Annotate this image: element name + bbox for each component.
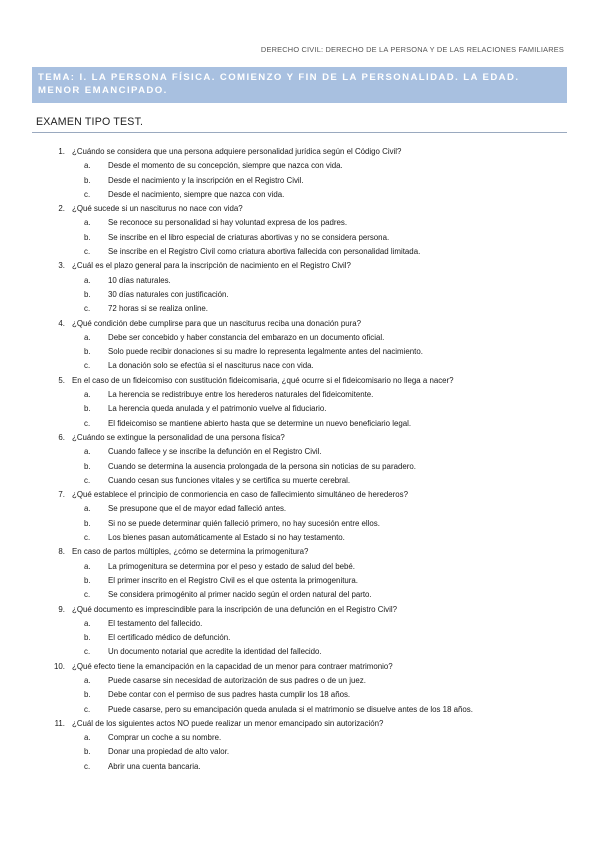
answer-option <box>0 460 599 474</box>
option-text: Cuando cesan sus funciones vitales y se certifica su muerte cerebral. <box>108 475 351 485</box>
question-item <box>0 603 599 660</box>
option-text: Se reconoce su personalidad si hay voluntad expresa de los padres. <box>108 218 348 228</box>
option-text: Cuando se determina la ausencia prolongada de la persona sin noticias de su paradero. <box>108 461 416 471</box>
question-text: ¿Qué sucede si un nasciturus no nace con vida? <box>72 204 243 214</box>
option-text: El testamento del fallecido. <box>108 618 203 628</box>
question-text: ¿Qué condición debe cumplirse para que un nasciturus reciba una donación pura? <box>72 318 362 328</box>
option-text: 10 días naturales. <box>108 275 171 285</box>
option-letter: a. <box>84 675 91 685</box>
question-list <box>0 145 599 774</box>
question-number: 11. <box>54 718 65 728</box>
answer-option <box>0 274 599 288</box>
answer-option <box>0 216 599 230</box>
answer-option <box>0 645 599 659</box>
option-text: Abrir una cuenta bancaria. <box>108 761 201 771</box>
question-item <box>0 660 599 717</box>
question-line <box>0 202 599 216</box>
topic-banner: TEMA: I. LA PERSONA FÍSICA. COMIENZO Y FIN DE LA PERSONALIDAD. LA EDAD. MENOR EMANCIPADO. <box>32 67 567 103</box>
option-letter: c. <box>84 361 91 371</box>
option-letter: b. <box>84 461 91 471</box>
option-text: El fideicomiso se mantiene abierto hasta que se determine un nuevo beneficiario legal. <box>108 418 412 428</box>
question-number: 8. <box>58 547 65 557</box>
option-letter: c. <box>84 761 91 771</box>
option-letter: c. <box>84 533 91 543</box>
answer-option <box>0 688 599 702</box>
answer-option <box>0 731 599 745</box>
option-text: Comprar un coche a su nombre. <box>108 733 222 743</box>
option-letter: a. <box>84 447 91 457</box>
question-item <box>0 259 599 316</box>
answer-option <box>0 760 599 774</box>
option-text: Se inscribe en el Registro Civil como criatura abortiva fallecida con personalidad limitada. <box>108 247 421 257</box>
question-number: 2. <box>58 204 65 214</box>
question-item <box>0 317 599 374</box>
question-number: 6. <box>58 432 65 442</box>
question-line <box>0 545 599 559</box>
option-letter: b. <box>84 690 91 700</box>
question-number: 9. <box>58 604 65 614</box>
option-letter: b. <box>84 175 91 185</box>
option-letter: b. <box>84 289 91 299</box>
answer-option <box>0 574 599 588</box>
question-line <box>0 259 599 273</box>
option-text: La donación solo se efectúa si el nasciturus nace con vida. <box>108 361 314 371</box>
answer-option <box>0 745 599 759</box>
option-text: Puede casarse sin necesidad de autorización de sus padres o de un juez. <box>108 675 366 685</box>
option-letter: b. <box>84 575 91 585</box>
question-text: ¿Qué efecto tiene la emancipación en la capacidad de un menor para contraer matrimonio? <box>72 661 393 671</box>
question-text: ¿Cuál de los siguientes actos NO puede realizar un menor emancipado sin autorización? <box>72 718 384 728</box>
option-text: 72 horas si se realiza online. <box>108 304 209 314</box>
answer-option <box>0 703 599 717</box>
option-text: Donar una propiedad de alto valor. <box>108 747 230 757</box>
option-text: El primer inscrito en el Registro Civil es el que ostenta la primogenitura. <box>108 575 358 585</box>
question-line <box>0 431 599 445</box>
option-letter: c. <box>84 590 91 600</box>
answer-option <box>0 345 599 359</box>
question-text: En el caso de un fideicomiso con sustitución fideicomisaria, ¿qué ocurre si el fideicomisario no llega a nacer? <box>72 375 454 385</box>
option-text: Puede casarse, pero su emancipación queda anulada si el matrimonio se disuelve antes de los 18 años. <box>108 704 473 714</box>
option-letter: a. <box>84 275 91 285</box>
option-letter: a. <box>84 733 91 743</box>
question-number: 4. <box>58 318 65 328</box>
option-text: La primogenitura se determina por el peso y estado de salud del bebé. <box>108 561 355 571</box>
answer-option <box>0 502 599 516</box>
option-letter: c. <box>84 418 91 428</box>
answer-option <box>0 417 599 431</box>
answer-option <box>0 588 599 602</box>
option-letter: c. <box>84 189 91 199</box>
option-text: Los bienes pasan automáticamente al Estado si no hay testamento. <box>108 533 345 543</box>
answer-option <box>0 517 599 531</box>
answer-option <box>0 445 599 459</box>
option-letter: b. <box>84 347 91 357</box>
question-item <box>0 717 599 774</box>
question-number: 10. <box>54 661 65 671</box>
question-number: 5. <box>58 375 65 385</box>
option-letter: c. <box>84 647 91 657</box>
question-text: ¿Qué documento es imprescindible para la inscripción de una defunción en el Registro Civil? <box>72 604 398 614</box>
option-text: Desde el nacimiento y la inscripción en el Registro Civil. <box>108 175 304 185</box>
option-text: Se inscribe en el libro especial de criaturas abortivas y no se considera persona. <box>108 232 390 242</box>
question-line <box>0 660 599 674</box>
question-line <box>0 317 599 331</box>
running-header: DERECHO CIVIL: DERECHO DE LA PERSONA Y DE LAS RELACIONES FAMILIARES <box>260 45 564 54</box>
answer-option <box>0 674 599 688</box>
answer-option <box>0 402 599 416</box>
question-item <box>0 545 599 602</box>
option-text: La herencia se redistribuye entre los herederos naturales del fideicomitente. <box>108 390 374 400</box>
question-item <box>0 488 599 545</box>
answer-option <box>0 359 599 373</box>
question-line <box>0 145 599 159</box>
option-letter: a. <box>84 161 91 171</box>
option-letter: a. <box>84 618 91 628</box>
answer-option <box>0 159 599 173</box>
option-letter: a. <box>84 332 91 342</box>
option-text: Si no se puede determinar quién falleció primero, no hay sucesión entre ellos. <box>108 518 380 528</box>
question-item <box>0 145 599 202</box>
answer-option <box>0 560 599 574</box>
answer-option <box>0 388 599 402</box>
question-item <box>0 374 599 431</box>
answer-option <box>0 288 599 302</box>
question-line <box>0 488 599 502</box>
option-text: La herencia queda anulada y el patrimonio vuelve al fiduciario. <box>108 404 327 414</box>
exam-title: EXAMEN TIPO TEST. <box>32 116 567 133</box>
question-line <box>0 374 599 388</box>
question-number: 3. <box>58 261 65 271</box>
answer-option <box>0 631 599 645</box>
option-letter: c. <box>84 704 91 714</box>
option-text: Solo puede recibir donaciones si su madre lo representa legalmente antes del nacimiento. <box>108 347 423 357</box>
option-letter: b. <box>84 232 91 242</box>
option-text: 30 días naturales con justificación. <box>108 289 229 299</box>
option-letter: c. <box>84 247 91 257</box>
answer-option <box>0 245 599 259</box>
option-text: Se considera primogénito al primer nacido según el orden natural del parto. <box>108 590 372 600</box>
answer-option <box>0 188 599 202</box>
answer-option <box>0 231 599 245</box>
question-text: ¿Qué establece el principio de conmoriencia en caso de fallecimiento simultáneo de herederos? <box>72 490 408 500</box>
option-text: Desde el momento de su concepción, siempre que nazca con vida. <box>108 161 343 171</box>
option-text: El certificado médico de defunción. <box>108 633 231 643</box>
option-letter: a. <box>84 390 91 400</box>
answer-option <box>0 174 599 188</box>
question-number: 7. <box>58 490 65 500</box>
option-letter: c. <box>84 475 91 485</box>
option-letter: b. <box>84 404 91 414</box>
answer-option <box>0 331 599 345</box>
option-text: Desde el nacimiento, siempre que nazca con vida. <box>108 189 285 199</box>
answer-option <box>0 474 599 488</box>
option-letter: a. <box>84 218 91 228</box>
question-line <box>0 603 599 617</box>
question-line <box>0 717 599 731</box>
option-text: Debe ser concebido y haber constancia del embarazo en un documento oficial. <box>108 332 385 342</box>
answer-option <box>0 617 599 631</box>
option-text: Cuando fallece y se inscribe la defunción en el Registro Civil. <box>108 447 322 457</box>
question-item <box>0 202 599 259</box>
question-text: ¿Cuándo se extingue la personalidad de una persona física? <box>72 432 285 442</box>
answer-option <box>0 531 599 545</box>
option-letter: c. <box>84 304 91 314</box>
option-letter: a. <box>84 561 91 571</box>
question-item <box>0 431 599 488</box>
option-letter: b. <box>84 747 91 757</box>
option-text: Se presupone que el de mayor edad falleció antes. <box>108 504 287 514</box>
question-text: ¿Cuál es el plazo general para la inscripción de nacimiento en el Registro Civil? <box>72 261 351 271</box>
question-text: En caso de partos múltiples, ¿cómo se determina la primogenitura? <box>72 547 309 557</box>
option-text: Debe contar con el permiso de sus padres hasta cumplir los 18 años. <box>108 690 351 700</box>
option-letter: b. <box>84 633 91 643</box>
option-letter: b. <box>84 518 91 528</box>
option-letter: a. <box>84 504 91 514</box>
option-text: Un documento notarial que acredite la identidad del fallecido. <box>108 647 322 657</box>
answer-option <box>0 302 599 316</box>
question-number: 1. <box>58 147 65 156</box>
question-text: ¿Cuándo se considera que una persona adquiere personalidad jurídica según el Código Civil? <box>72 147 402 156</box>
